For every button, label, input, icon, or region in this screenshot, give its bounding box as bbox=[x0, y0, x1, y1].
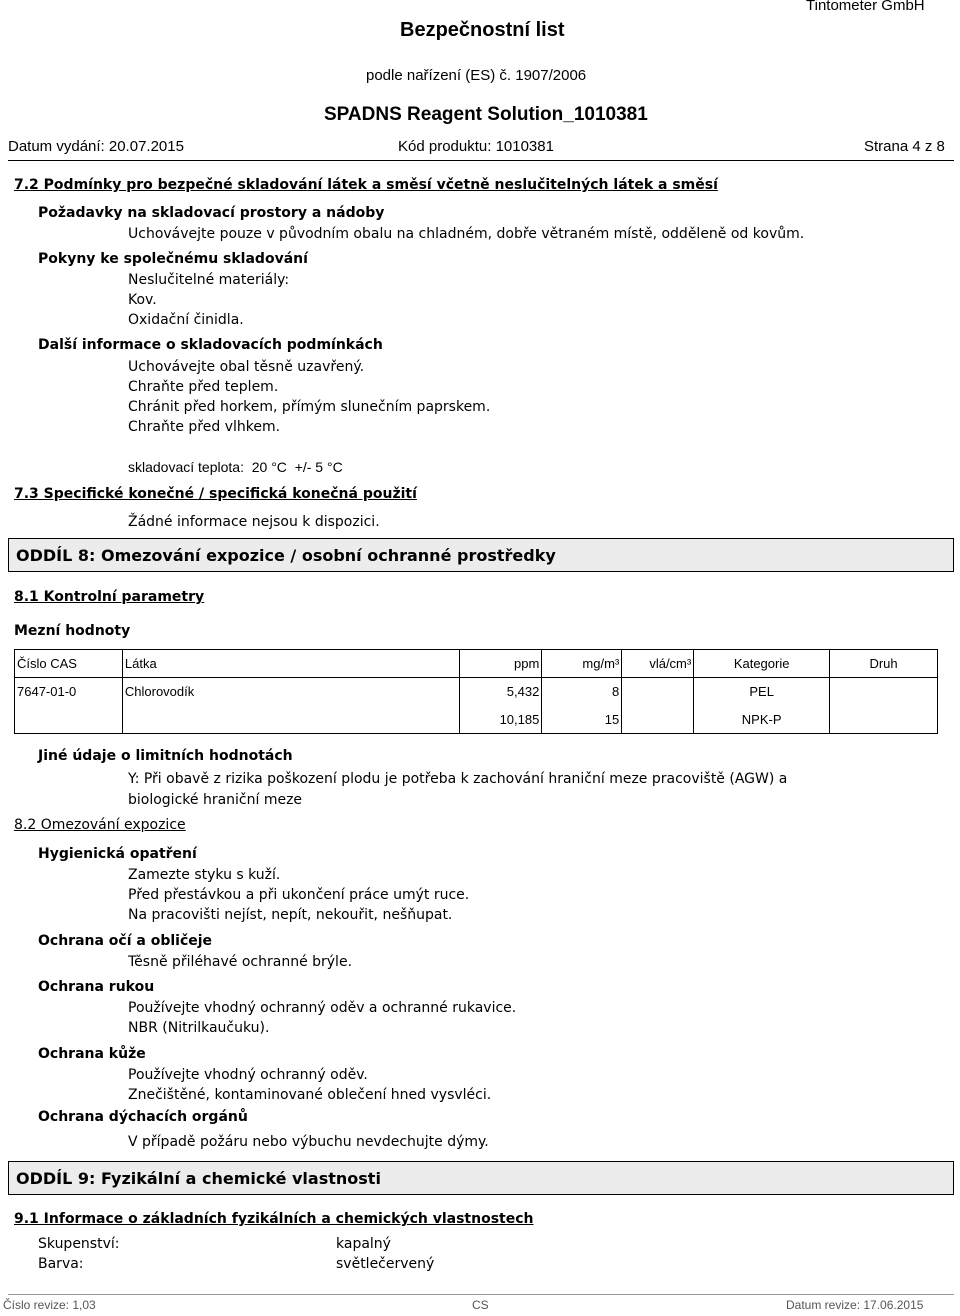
section-8-2-heading: 8.2 Omezování expozice bbox=[14, 817, 186, 833]
table-row bbox=[15, 678, 938, 706]
section-9-header bbox=[8, 1161, 954, 1195]
skin-protection-label: Ochrana kůže bbox=[38, 1046, 146, 1062]
cell-mgm3: 15 bbox=[542, 706, 622, 734]
joint-storage-line: Neslučitelné materiály: bbox=[128, 272, 290, 288]
hygiene-line: Na pracovišti nejíst, nepít, nekouřit, nešňupat. bbox=[128, 907, 453, 923]
cell-category: PEL bbox=[694, 678, 830, 706]
color-label: Barva: bbox=[38, 1256, 84, 1272]
physical-state-label: Skupenství: bbox=[38, 1236, 120, 1252]
cell-ppm: 5,432 bbox=[460, 678, 542, 706]
header-cell-mgm3: mg/m³ bbox=[542, 650, 622, 678]
other-limit-info-text: Y: Při obavě z rizika poškození plodu je potřeba k zachování hraniční meze pracoviště (AGW) a bbox=[128, 771, 788, 787]
other-storage-line: Chraňte před teplem. bbox=[128, 379, 279, 395]
header-divider bbox=[8, 160, 954, 161]
section-7-2-heading: 7.2 Podmínky pro bezpečné skladování látek a směsí včetně neslučitelných látek a směsí bbox=[14, 177, 718, 193]
eye-protection-label: Ochrana očí a obličeje bbox=[38, 933, 213, 949]
regulation-reference: podle nařízení (ES) č. 1907/2006 bbox=[366, 67, 587, 84]
cell-fibres bbox=[622, 706, 694, 734]
header-cell-cas: Číslo CAS bbox=[15, 650, 123, 678]
revision-number: Číslo revize: 1,03 bbox=[3, 1298, 96, 1312]
other-storage-line: Chraňte před vlhkem. bbox=[128, 419, 281, 435]
revision-date: Datum revize: 17.06.2015 bbox=[786, 1298, 924, 1312]
other-storage-line: Uchovávejte obal těsně uzavřený. bbox=[128, 359, 365, 375]
storage-requirements-label: Požadavky na skladovací prostory a nádoby bbox=[38, 205, 385, 221]
header-cell-substance: Látka bbox=[122, 650, 460, 678]
respiratory-protection-label: Ochrana dýchacích orgánů bbox=[38, 1109, 248, 1125]
section-8-header bbox=[8, 538, 954, 572]
joint-storage-line: Oxidační činidla. bbox=[128, 312, 244, 328]
other-storage-line: Chránit před horkem, přímým slunečním paprskem. bbox=[128, 399, 491, 415]
table-header-row bbox=[15, 650, 938, 678]
respiratory-protection-text: V případě požáru nebo výbuchu nevdechujte dýmy. bbox=[128, 1134, 489, 1150]
color-value: světlečervený bbox=[336, 1256, 435, 1272]
header-cell-category: Kategorie bbox=[694, 650, 830, 678]
skin-protection-line: Používejte vhodný ochranný oděv. bbox=[128, 1067, 368, 1083]
product-code: Kód produktu: 1010381 bbox=[398, 138, 554, 155]
section-9-title: ODDÍL 9: Fyzikální a chemické vlastnosti bbox=[16, 1169, 381, 1188]
section-9-1-heading: 9.1 Informace o základních fyzikálních a chemických vlastnostech bbox=[14, 1211, 534, 1227]
cell-type bbox=[830, 678, 938, 706]
section-7-3-text: Žádné informace nejsou k dispozici. bbox=[128, 514, 380, 530]
cell-mgm3: 8 bbox=[542, 678, 622, 706]
hygiene-label: Hygienická opatření bbox=[38, 846, 197, 862]
hygiene-line: Před přestávkou a při ukončení práce umýt ruce. bbox=[128, 887, 470, 903]
hand-protection-label: Ochrana rukou bbox=[38, 979, 155, 995]
storage-requirements-text: Uchovávejte pouze v původním obalu na chladném, dobře větraném místě, odděleně od kovům. bbox=[128, 226, 805, 242]
document-title: Bezpečnostní list bbox=[400, 19, 565, 41]
cell-fibres bbox=[622, 678, 694, 706]
physical-state-value: kapalný bbox=[336, 1236, 391, 1252]
cell-cas: 7647-01-0 bbox=[15, 678, 123, 734]
cell-substance: Chlorovodík bbox=[122, 678, 460, 734]
joint-storage-line: Kov. bbox=[128, 292, 157, 308]
page-number: Strana 4 z 8 bbox=[864, 138, 945, 155]
footer-divider bbox=[8, 1294, 954, 1295]
cell-ppm: 10,185 bbox=[460, 706, 542, 734]
hand-protection-line: Používejte vhodný ochranný oděv a ochranné rukavice. bbox=[128, 1000, 517, 1016]
section-8-1-heading: 8.1 Kontrolní parametry bbox=[14, 589, 205, 605]
header-cell-fibres: vlá/cm³ bbox=[622, 650, 694, 678]
hand-protection-line: NBR (Nitrilkaučuku). bbox=[128, 1020, 270, 1036]
cell-type bbox=[830, 706, 938, 734]
product-name: SPADNS Reagent Solution_1010381 bbox=[324, 104, 648, 125]
storage-temperature: skladovací teplota: 20 °C +/- 5 °C bbox=[128, 459, 343, 475]
language-code: CS bbox=[472, 1298, 489, 1312]
limit-values-table bbox=[14, 649, 938, 734]
hygiene-line: Zamezte styku s kuží. bbox=[128, 867, 281, 883]
eye-protection-text: Těsně přiléhavé ochranné brýle. bbox=[128, 954, 353, 970]
other-limit-info-text: biologické hraniční meze bbox=[128, 792, 303, 808]
other-limit-info-label: Jiné údaje o limitních hodnotách bbox=[38, 748, 293, 764]
section-8-title: ODDÍL 8: Omezování expozice / osobní ochranné prostředky bbox=[16, 546, 556, 565]
section-7-3-heading: 7.3 Specifické konečné / specifická konečná použití bbox=[14, 486, 417, 502]
limit-values-label: Mezní hodnoty bbox=[14, 623, 131, 639]
joint-storage-label: Pokyny ke společnému skladování bbox=[38, 251, 308, 267]
issue-date: Datum vydání: 20.07.2015 bbox=[8, 138, 184, 155]
header-cell-ppm: ppm bbox=[460, 650, 542, 678]
header-cell-type: Druh bbox=[830, 650, 938, 678]
company-name: Tintometer GmbH bbox=[806, 0, 925, 14]
cell-category: NPK-P bbox=[694, 706, 830, 734]
other-storage-info-label: Další informace o skladovacích podmínkách bbox=[38, 337, 383, 353]
skin-protection-line: Znečištěné, kontaminované oblečení hned vysvléci. bbox=[128, 1087, 492, 1103]
